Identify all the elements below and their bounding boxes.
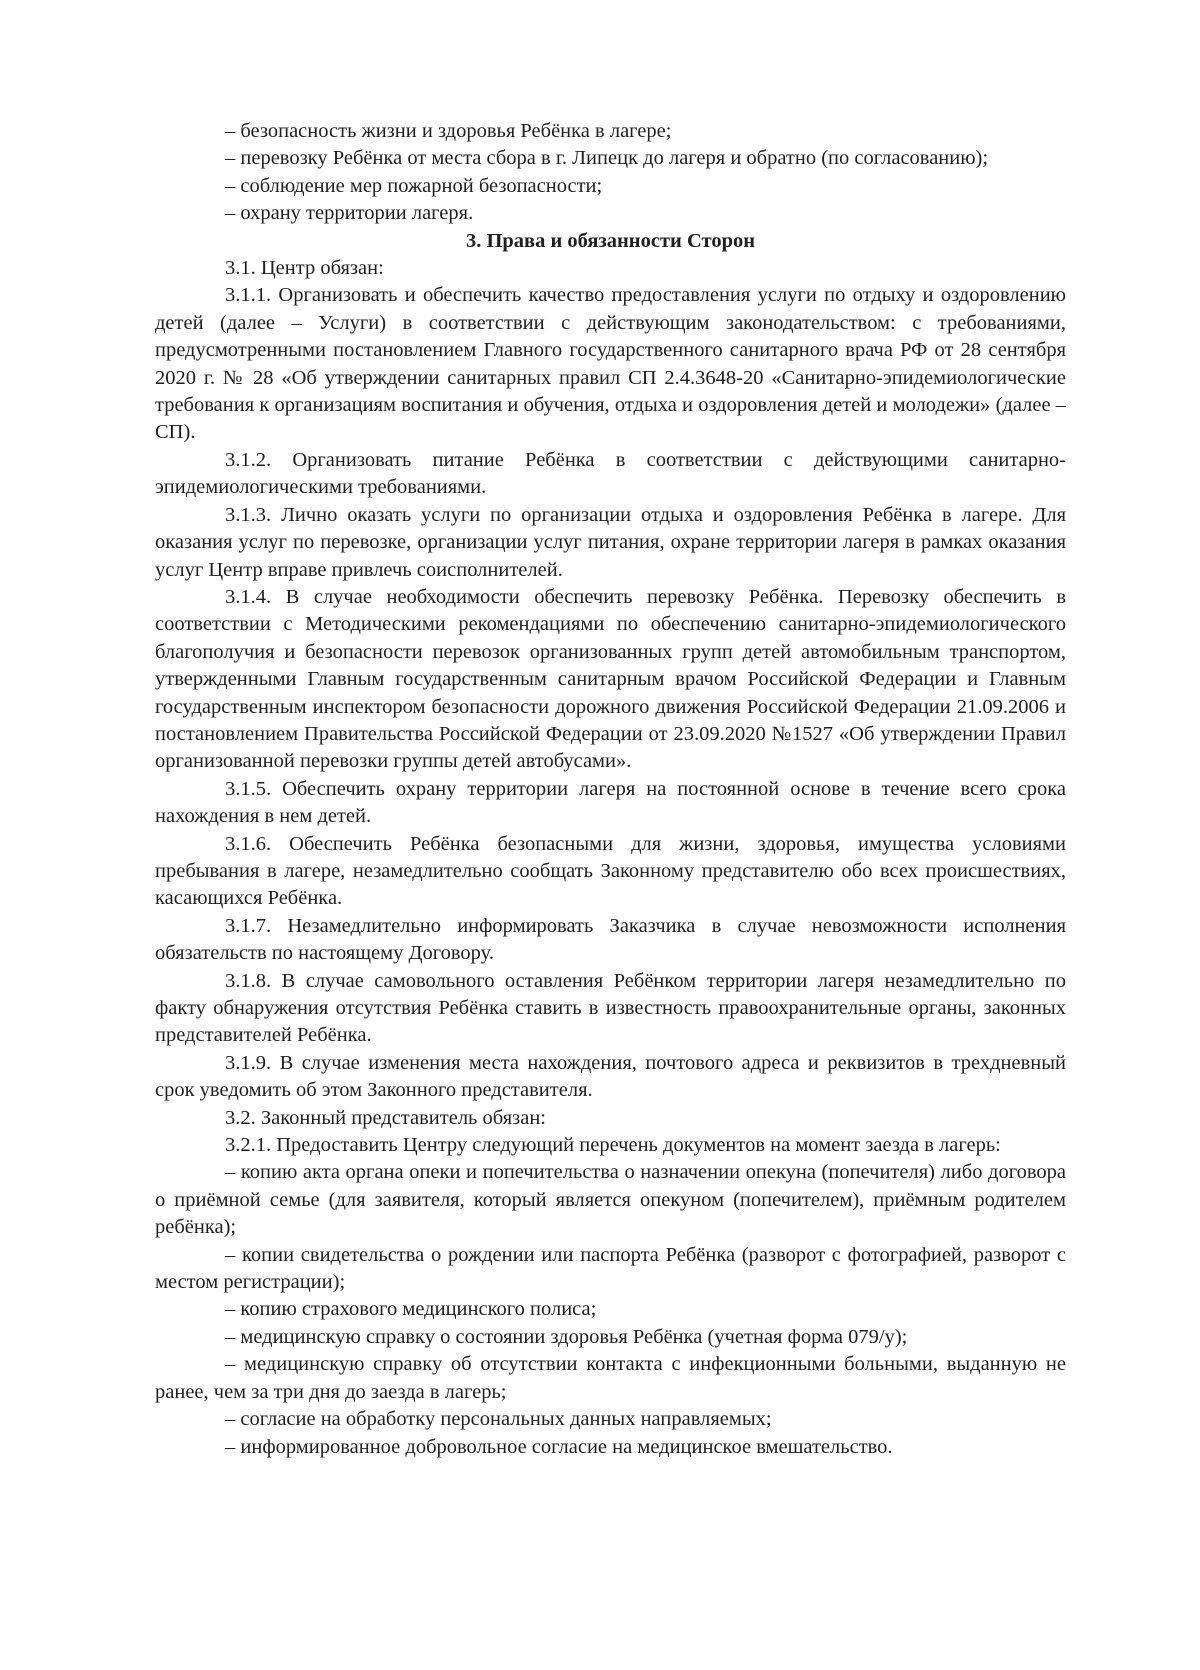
doc-item-guardianship: – копию акта органа опеки и попечительства о назначении опекуна (попечителя) либо договора о приёмной семье (для заявителя, который является опекуном (попечителем), приёмным родителем ребёнка);: [155, 1161, 1066, 1239]
clause-3-1-9: 3.1.9. В случае изменения места нахождения, почтового адреса и реквизитов в трехдневный срок уведомить об этом Законного представителя.: [155, 1051, 1066, 1102]
intro-item-security: – охрану территории лагеря.: [225, 202, 474, 225]
intro-item-safety: – безопасность жизни и здоровья Ребёнка в лагере;: [225, 120, 672, 142]
clause-3-1: 3.1. Центр обязан:: [225, 257, 384, 280]
section-heading: 3. Права и обязанности Сторон: [465, 229, 756, 252]
intro-item-fire-safety: – соблюдение мер пожарной безопасности;: [225, 174, 603, 197]
clause-3-1-1: 3.1.1. Организовать и обеспечить качество предоставления услуги по отдыху и оздоровлению детей (далее – Услуги) в соответствии с действующим законодательством: с требованиями, предусмотренными постановлением Главного государственного санитарного врача РФ от 28 сентября 2020 г. № 28 «Об утверждении санитарных правил СП 2.4.3648-20 «Санитарно-эпидемиологические требования к организациям воспитания и обучения, отдыха и оздоровления детей и молодежи» (далее – СП).: [155, 284, 1066, 444]
doc-item-birth-certificate: – копии свидетельства о рождении или паспорта Ребёнка (разворот с фотографией, разворот с местом регистрации);: [155, 1243, 1066, 1294]
clause-3-1-4: 3.1.4. В случае необходимости обеспечить перевозку Ребёнка. Перевозку обеспечить в соответствии с Методическими рекомендациями по обеспечению санитарно-эпидемиологического благополучия и безопасности перевозок организованных групп детей автомобильным транспортом, утвержденными Главным государственным санитарным врачом Российской Федерации и Главным государственным инспектором безопасности дорожного движения Российской Федерации 21.09.2006 и постановлением Правительства Российской Федерации от 23.09.2020 №1527 «Об утверждении Правил организованной перевозки группы детей автобусами».: [155, 585, 1066, 773]
clause-3-2: 3.2. Законный представитель обязан:: [225, 1106, 546, 1129]
doc-item-personal-data-consent: – согласие на обработку персональных данных направляемых;: [225, 1408, 772, 1431]
clause-3-1-7: 3.1.7. Незамедлительно информировать Заказчика в случае невозможности исполнения обязательств по настоящему Договору.: [155, 914, 1066, 965]
clause-3-1-3: 3.1.3. Лично оказать услуги по организации отдыха и оздоровления Ребёнка в лагере. Для оказания услуг по перевозке, организации услуг питания, охране территории лагеря в рамках оказания услуг Центр вправе привлечь соисполнителей.: [155, 503, 1066, 581]
doc-item-insurance: – копию страхового медицинского полиса;: [225, 1298, 597, 1321]
clause-3-1-2: 3.1.2. Организовать питание Ребёнка в соответствии с действующими санитарно-эпидемиологическими требованиями.: [155, 448, 1066, 499]
doc-item-medical-certificate: – медицинскую справку о состоянии здоровья Ребёнка (учетная форма 079/у);: [225, 1325, 908, 1348]
clause-3-1-6: 3.1.6. Обеспечить Ребёнка безопасными для жизни, здоровья, имущества условиями пребывания в лагере, незамедлительно сообщать Законному представителю обо всех происшествиях, касающихся Ребёнка.: [155, 832, 1066, 910]
document-page: [155, 118, 1066, 1461]
doc-item-medical-consent: – информированное добровольное согласие на медицинское вмешательство.: [225, 1435, 893, 1458]
clause-3-1-8: 3.1.8. В случае самовольного оставления Ребёнком территории лагеря незамедлительно по факту обнаружения отсутствия Ребёнка ставить в известность правоохранительные органы, законных представителей Ребёнка.: [155, 969, 1066, 1047]
doc-item-contact-certificate: – медицинскую справку об отсутствии контакта с инфекционными больными, выданную не ранее, чем за три дня до заезда в лагерь;: [155, 1353, 1066, 1403]
intro-item-transport: – перевозку Ребёнка от места сбора в г. Липецк до лагеря и обратно (по согласованию);: [225, 147, 989, 170]
clause-3-1-5: 3.1.5. Обеспечить охрану территории лагеря на постоянной основе в течение всего срока нахождения в нем детей.: [155, 777, 1066, 828]
clause-3-2-1: 3.2.1. Предоставить Центру следующий перечень документов на момент заезда в лагерь:: [225, 1134, 1001, 1157]
